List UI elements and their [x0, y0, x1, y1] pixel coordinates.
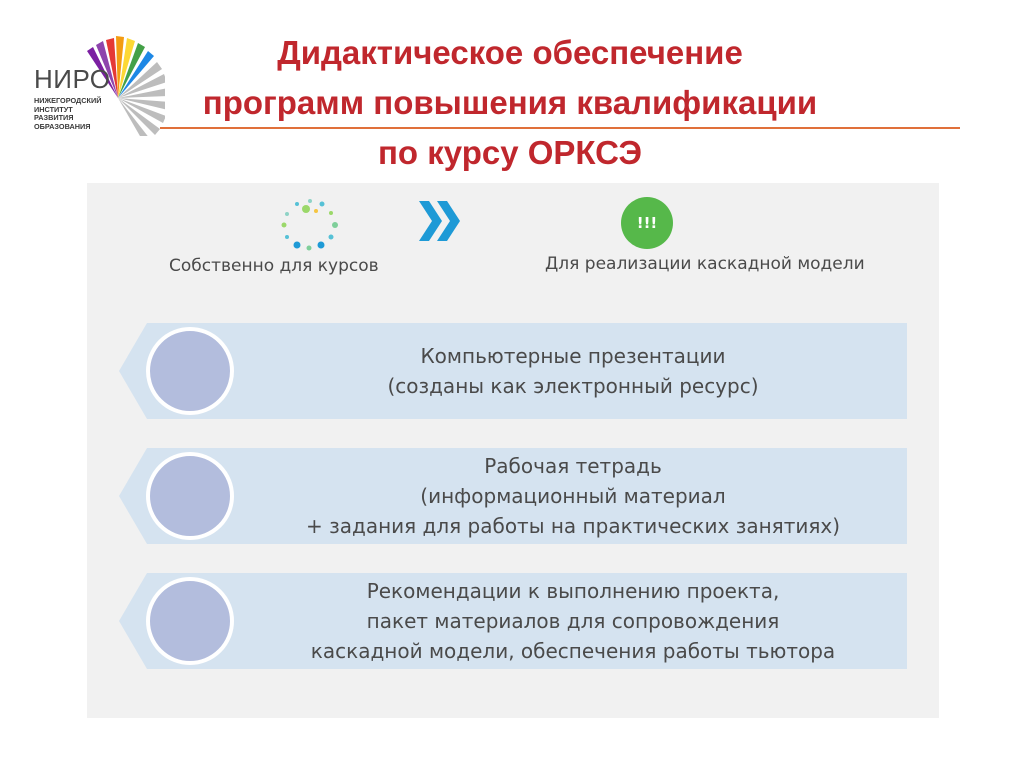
logo-subtitle-line: РАЗВИТИЯ: [34, 113, 74, 122]
item-circle-marker: [146, 327, 234, 415]
item-line: (созданы как электронный ресурс): [387, 374, 759, 398]
item-line: (информационный материал: [420, 484, 726, 508]
double-chevron-right-icon: [417, 197, 463, 245]
title-underline: [160, 127, 960, 129]
title-line: Дидактическое обеспечение: [277, 34, 743, 71]
list-item: [119, 573, 907, 669]
item-text: [239, 573, 907, 669]
list-item: [119, 448, 907, 544]
content-panel: [87, 183, 939, 718]
logo-subtitle: [34, 97, 126, 131]
item-line: Рекомендации к выполнению проекта,: [366, 579, 780, 603]
niro-logo: [30, 26, 165, 136]
exclamation-badge-icon: !!!: [621, 197, 673, 249]
right-caption: Для реализации каскадной модели: [545, 254, 865, 274]
page-title: [150, 28, 870, 178]
item-circle-marker: [146, 577, 234, 665]
logo-wordmark: НИРО: [34, 64, 111, 94]
logo-subtitle-line: НИЖЕГОРОДСКИЙ: [34, 96, 102, 105]
dotted-circle-icon: [275, 195, 345, 257]
item-text: [239, 323, 907, 419]
item-line: пакет материалов для сопровождения: [366, 609, 780, 633]
title-line: программ повышения квалификации: [202, 84, 818, 121]
logo-subtitle-line: ИНСТИТУТ: [34, 104, 73, 114]
item-circle-marker: [146, 452, 234, 540]
item-line: + задания для работы на практических занятиях): [305, 514, 841, 538]
logo-subtitle-line: ОБРАЗОВАНИЯ: [34, 121, 91, 131]
left-caption: Собственно для курсов: [169, 256, 379, 276]
item-line: каскадной модели, обеспечения работы тьютора: [310, 639, 836, 663]
list-item: [119, 323, 907, 419]
item-line: Рабочая тетрадь: [484, 454, 662, 478]
title-line: по курсу ОРКСЭ: [378, 134, 642, 171]
item-text: [239, 448, 907, 544]
item-line: Компьютерные презентации: [420, 344, 726, 368]
